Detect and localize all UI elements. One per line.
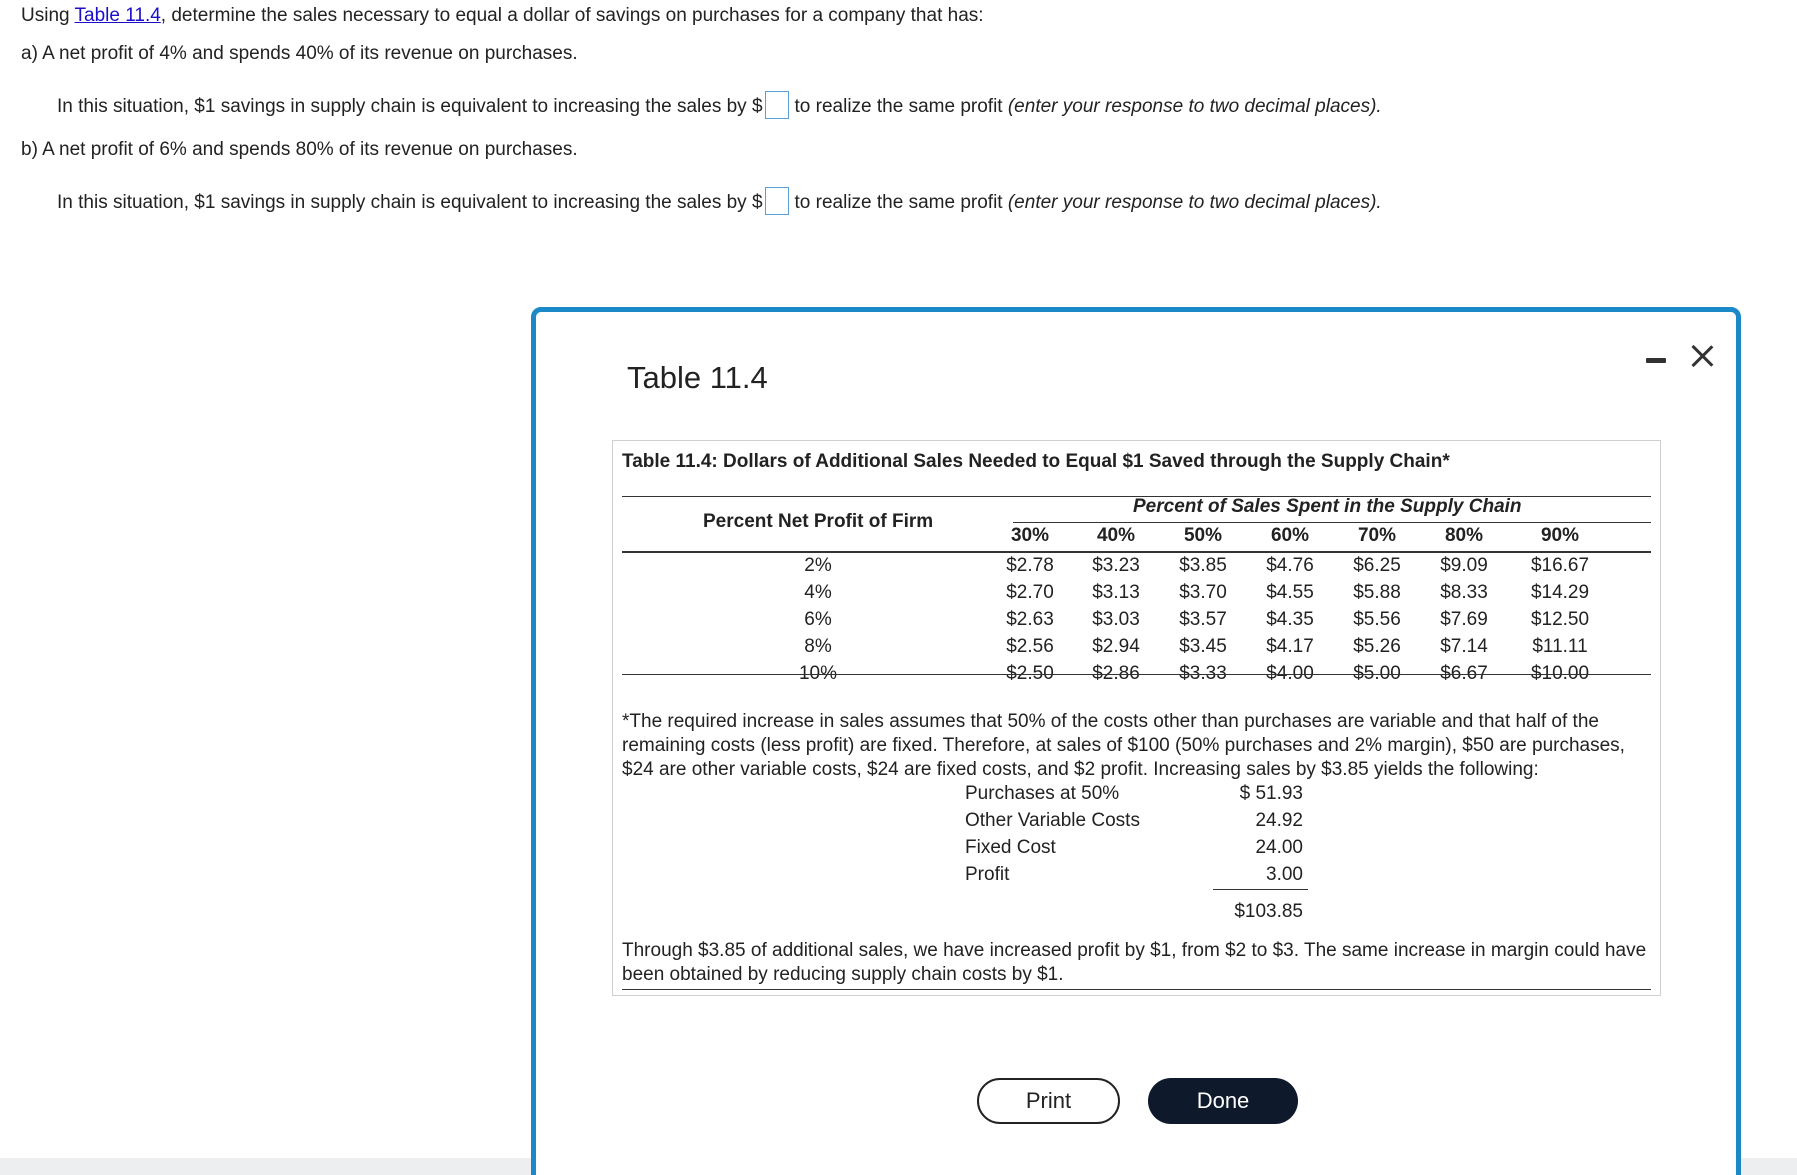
row-label: 8% [804, 636, 832, 657]
breakdown-label: Other Variable Costs [965, 810, 1140, 831]
part-b-answer-input[interactable] [765, 187, 789, 215]
row-label: 6% [804, 609, 832, 630]
breakdown-value: 3.00 [1266, 864, 1303, 885]
part-b-answer-suffix: to realize the same profit [794, 192, 1003, 213]
table-cell: $4.55 [1266, 582, 1314, 603]
column-header: 30% [1010, 525, 1050, 546]
table-cell: $12.50 [1530, 609, 1590, 630]
table-cell: $7.14 [1440, 636, 1488, 657]
table-cell: $4.00 [1266, 663, 1314, 684]
part-a-label: a) A net profit of 4% and spends 40% of its revenue on purchases. [21, 43, 578, 64]
intro-suffix: , determine the sales necessary to equal a dollar of savings on purchases for a company that has: [160, 5, 984, 26]
breakdown-value: $ 51.93 [1239, 783, 1303, 804]
breakdown-label: Purchases at 50% [965, 783, 1120, 804]
part-b-answer-hint: (enter your response to two decimal places). [1007, 192, 1382, 213]
breakdown-value: 24.92 [1255, 810, 1303, 831]
question-intro [21, 5, 984, 27]
breakdown-value: 24.00 [1255, 837, 1303, 858]
close-icon[interactable] [1688, 342, 1716, 370]
column-header: 50% [1183, 525, 1223, 546]
table-cell: $8.33 [1440, 582, 1488, 603]
table-bottom-rule [622, 674, 1651, 675]
table-cell: $2.56 [1006, 636, 1054, 657]
table-cell: $5.56 [1353, 609, 1401, 630]
table-cell: $3.13 [1092, 582, 1140, 603]
table-cell: $5.00 [1353, 663, 1401, 684]
group-header: Percent of Sales Spent in the Supply Chain [1133, 496, 1522, 517]
table-cell: $4.35 [1266, 609, 1314, 630]
table-11-4-link[interactable]: Table 11.4 [74, 5, 161, 26]
part-b-answer-prefix: In this situation, $1 savings in supply chain is equivalent to increasing the sales by $ [57, 192, 763, 213]
row-label: 4% [804, 582, 832, 603]
table-cell: $3.57 [1179, 609, 1227, 630]
table-cell: $2.94 [1092, 636, 1140, 657]
row-label: 2% [804, 555, 832, 576]
header-bottom-rule [622, 551, 1651, 553]
breakdown-label: Fixed Cost [965, 837, 1056, 858]
table-cell: $5.88 [1353, 582, 1401, 603]
table-cell: $3.03 [1092, 609, 1140, 630]
column-header: 60% [1270, 525, 1310, 546]
minimize-icon[interactable] [1646, 350, 1668, 366]
table-cell: $4.17 [1266, 636, 1314, 657]
breakdown-label: Profit [965, 864, 1010, 885]
table-cell: $3.70 [1179, 582, 1227, 603]
table-modal [531, 307, 1741, 1175]
table-cell: $3.45 [1179, 636, 1227, 657]
part-a-answer-input[interactable] [765, 91, 789, 119]
table-frame [612, 440, 1661, 996]
column-header: 90% [1540, 525, 1580, 546]
closing-rule [622, 989, 1651, 990]
column-header: 80% [1444, 525, 1484, 546]
table-cell: $3.23 [1092, 555, 1140, 576]
table-cell: $16.67 [1530, 555, 1590, 576]
table-cell: $2.63 [1006, 609, 1054, 630]
table-cell: $5.26 [1353, 636, 1401, 657]
row-header: Percent Net Profit of Firm [703, 511, 934, 532]
table-caption: Table 11.4: Dollars of Additional Sales Needed to Equal $1 Saved through the Supply Chain* [622, 451, 1450, 472]
print-button[interactable]: Print [977, 1078, 1120, 1124]
closing-text: Through $3.85 of additional sales, we have increased profit by $1, from $2 to $3. The same increase in margin could have been obtained by reducing supply chain costs by $1. [622, 940, 1647, 985]
column-header: 40% [1096, 525, 1136, 546]
table-cell: $4.76 [1266, 555, 1314, 576]
table-cell: $10.00 [1530, 663, 1590, 684]
done-button[interactable]: Done [1148, 1078, 1298, 1124]
part-a-answer-line [57, 91, 1382, 119]
table-cell: $2.50 [1006, 663, 1054, 684]
table-cell: $3.85 [1179, 555, 1227, 576]
table-cell: $6.25 [1353, 555, 1401, 576]
table-cell: $3.33 [1179, 663, 1227, 684]
table-cell: $14.29 [1530, 582, 1590, 603]
table-cell: $11.11 [1532, 636, 1588, 657]
table-cell: $2.86 [1092, 663, 1140, 684]
intro-prefix: Using [21, 5, 75, 26]
breakdown-total-rule [1213, 889, 1308, 890]
column-header: 70% [1357, 525, 1397, 546]
part-a-answer-hint: (enter your response to two decimal places). [1007, 96, 1382, 117]
part-b-label: b) A net profit of 6% and spends 80% of its revenue on purchases. [21, 139, 578, 160]
table-cell: $9.09 [1440, 555, 1488, 576]
table-cell: $2.70 [1006, 582, 1054, 603]
table-cell: $7.69 [1440, 609, 1488, 630]
breakdown-total: $103.85 [1234, 901, 1303, 922]
part-a-answer-suffix: to realize the same profit [794, 96, 1003, 117]
row-label: 10% [798, 663, 838, 684]
footnote: *The required increase in sales assumes that 50% of the costs other than purchases are variable and that half of the remaining costs (less profit) are fixed. Therefore, at sales of $100 (50% purchases and 2% margin), $50 are purchases, $24 are other variable costs, $24 are fixed costs, and $2 profit. Increasing sales by $3.85 yields the following: [622, 711, 1625, 780]
part-a-answer-prefix: In this situation, $1 savings in supply chain is equivalent to increasing the sales by $ [57, 96, 763, 117]
modal-title: Table 11.4 [627, 360, 768, 395]
table-cell: $2.78 [1006, 555, 1054, 576]
group-header-rule [1013, 522, 1651, 523]
table-cell: $6.67 [1440, 663, 1488, 684]
part-b-answer-line [57, 187, 1382, 215]
